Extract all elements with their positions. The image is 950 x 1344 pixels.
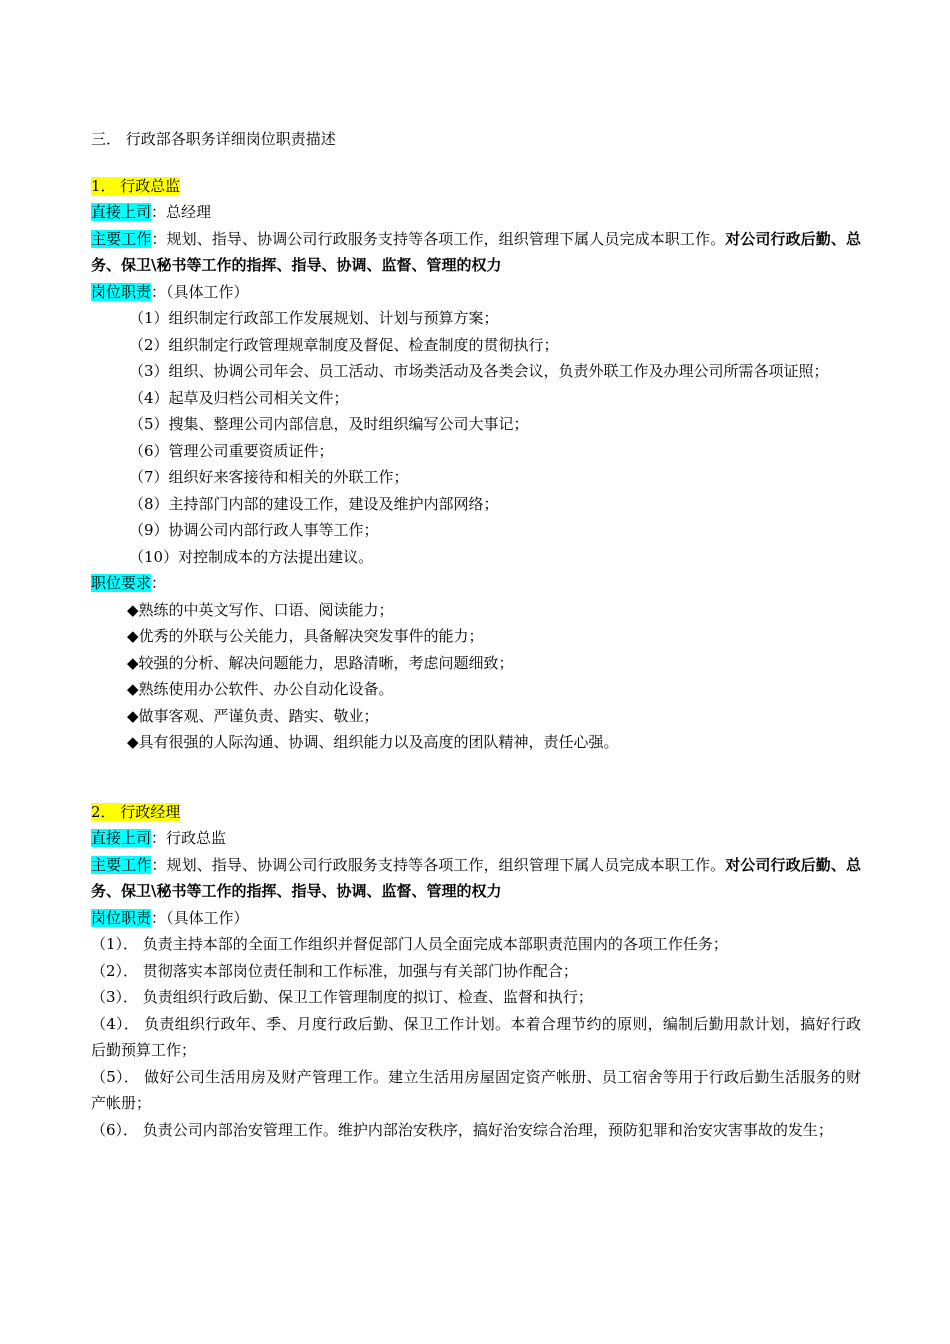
section-2-duty-item: （6）． 负责公司内部治安管理工作。维护内部治安秩序，搞好治安综合治理，预防犯罪和治安灾害事故的发生； <box>91 1120 833 1139</box>
section-1-superior-value: ：总经理 <box>151 203 212 221</box>
section-1-duty-item: （8）主持部门内部的建设工作，建设及维护内部网络； <box>129 494 499 513</box>
section-spacer <box>91 756 861 799</box>
section-1-duty-item: （10）对控制成本的方法提出建议。 <box>129 547 374 566</box>
section-1-duty-item: （1）组织制定行政部工作发展规划、计划与预算方案； <box>129 309 499 327</box>
section-2-superior <box>91 825 861 852</box>
section-2-duty-item: （5）． 做好公司生活用房及财产管理工作。建立生活用房屋固定资产帐册、员工宿舍等用于行政后勤生活服务的财产帐册； <box>91 1067 861 1112</box>
section-2-duty-item: （4）． 负责组织行政年、季、月度行政后勤、保卫工作计划。本着合理节约的原则，编制后勤用款计划，搞好行政后勤预算工作； <box>91 1014 861 1059</box>
section-1-duty-item: （3）组织、协调公司年会、员工活动、市场类活动及各类会议，负责外联工作及办理公司所需各项证照； <box>129 362 829 380</box>
section-1-work-label: 主要工作 <box>91 229 152 248</box>
section-2-work-bold: 对公司行政后勤、总务、保卫\秘书等工作的指挥、指导、协调、监督、管理的权力 <box>91 855 861 900</box>
section-1-heading-text: 1． 行政总监 <box>91 176 181 195</box>
section-1-duty-item: （4）起草及归档公司相关文件； <box>129 388 349 407</box>
section-1-duty-item: （9）协调公司内部行政人事等工作； <box>129 521 379 539</box>
section-1-work-text: ：规划、指导、协调公司行政服务支持等各项工作，组织管理下属人员完成本职工作。 <box>151 229 726 248</box>
section-1-req-heading <box>91 570 861 597</box>
doc-title: 三． 行政部各职务详细岗位职责描述 <box>91 130 336 148</box>
section-2-superior-label: 直接上司 <box>91 829 152 847</box>
section-2-duty-item: （3）． 负责组织行政后勤、保卫工作管理制度的拟订、检查、监督和执行； <box>91 988 593 1006</box>
section-1-work-bold: 对公司行政后勤、总务、保卫\秘书等工作的指挥、指导、协调、监督、管理的权力 <box>91 229 861 274</box>
section-2-duty-heading <box>91 905 861 932</box>
section-1-requirement: ◆较强的分析、解决问题能力，思路清晰，考虑问题细致； <box>127 653 514 672</box>
section-2-duty-label: 岗位职责 <box>91 908 152 927</box>
section-1-duty-item: （7）组织好来客接待和相关的外联工作； <box>129 468 409 486</box>
section-1-requirement: ◆优秀的外联与公关能力，具备解决突发事件的能力； <box>127 627 484 645</box>
section-1-duty-item: （2）组织制定行政管理规章制度及督促、检查制度的贯彻执行； <box>129 335 559 354</box>
section-1-work <box>91 226 861 279</box>
section-2-work-label: 主要工作 <box>91 855 152 874</box>
section-2-work <box>91 852 861 905</box>
section-2-duty-item: （1）． 负责主持本部的全面工作组织并督促部门人员全面完成本部职责范围内的各项工作任务； <box>91 935 728 953</box>
document-page <box>91 126 861 1143</box>
section-2-duty-item: （2）． 贯彻落实本部岗位责任制和工作标准，加强与有关部门协作配合； <box>91 961 578 980</box>
section-1-superior-label: 直接上司 <box>91 203 152 221</box>
section-1-duty-item: （5）搜集、整理公司内部信息，及时组织编写公司大事记； <box>129 415 529 433</box>
section-1-requirement: ◆熟练的中英文写作、口语、阅读能力； <box>127 600 394 619</box>
section-1-req-label: 职位要求 <box>91 574 152 592</box>
section-1-requirement: ◆熟练使用办公软件、办公自动化设备。 <box>127 680 394 698</box>
section-1-duty-heading <box>91 279 861 306</box>
section-1-req-suffix: ： <box>151 574 167 592</box>
section-2-work-text: ：规划、指导、协调公司行政服务支持等各项工作，组织管理下属人员完成本职工作。 <box>151 855 726 874</box>
section-2-duty-suffix: ：（具体工作） <box>151 908 249 927</box>
section-1-heading <box>91 173 861 200</box>
section-1-requirement: ◆具有很强的人际沟通、协调、组织能力以及高度的团队精神，责任心强。 <box>127 733 619 751</box>
section-1-requirement: ◆做事客观、严谨负责、踏实、敬业； <box>127 706 379 725</box>
section-2-heading-text: 2． 行政经理 <box>91 802 181 821</box>
section-1-duty-label: 岗位职责 <box>91 282 152 301</box>
section-1-duty-item: （6）管理公司重要资质证件； <box>129 441 334 460</box>
section-1-duty-suffix: ：（具体工作） <box>151 282 249 301</box>
section-1-superior <box>91 199 861 226</box>
section-2-superior-value: ：行政总监 <box>151 829 227 847</box>
section-2-heading <box>91 799 861 826</box>
